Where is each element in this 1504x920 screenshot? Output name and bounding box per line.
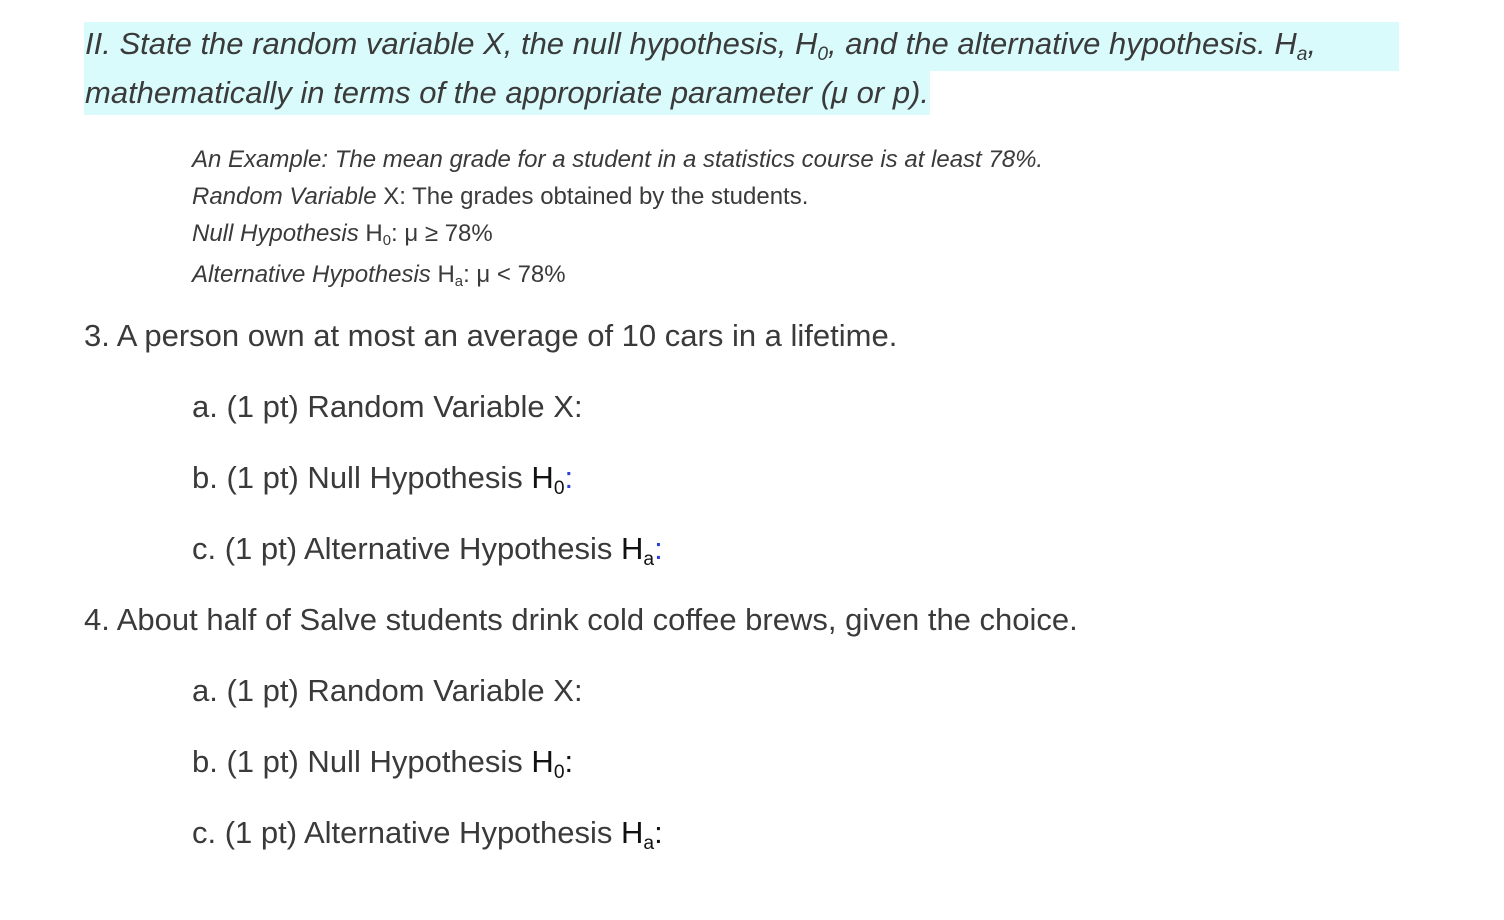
instructions-line-1 [84, 22, 1399, 71]
example-alt-value: : μ < 78% [463, 261, 566, 288]
h0-subscript: 0 [817, 44, 829, 66]
example-null-sub: 0 [382, 233, 392, 250]
example-alt-h: H [430, 261, 455, 288]
example-alt-sub: a [454, 274, 464, 291]
example-null-label: Null Hypothesis [192, 220, 359, 247]
question-3c [192, 529, 663, 574]
question-4c-colon: : [654, 815, 663, 850]
question-3c-sub: a [643, 549, 655, 571]
question-3b [192, 458, 573, 503]
example-rv-value: X: The grades obtained by the students. [376, 183, 809, 210]
instructions-text-b: , and the alternative hypothesis. H [828, 26, 1297, 61]
question-4b-text: b. (1 pt) Null Hypothesis [192, 744, 532, 779]
question-3c-colon: : [654, 531, 663, 566]
question-4c-h: H [621, 815, 644, 850]
question-4c [192, 813, 663, 858]
example-rv-label: Random Variable [192, 183, 377, 210]
question-3c-text: c. (1 pt) Alternative Hypothesis [192, 531, 622, 566]
example-alternative-hypothesis [192, 256, 1043, 297]
question-3b-sub: 0 [553, 478, 565, 500]
instructions-line-2: mathematically in terms of the appropriate parameter (μ or p). [84, 71, 930, 115]
question-3b-h: H [531, 460, 554, 495]
question-3-statement: 3. A person own at most an average of 10 cars in a lifetime. [84, 318, 898, 353]
instructions-text-c: , [1307, 26, 1317, 61]
question-4a: a. (1 pt) Random Variable X: [192, 673, 583, 708]
question-3b-colon: : [564, 460, 574, 495]
example-random-variable [192, 178, 1043, 215]
question-4b [192, 742, 573, 787]
question-4c-text: c. (1 pt) Alternative Hypothesis [192, 815, 622, 850]
example-null-hypothesis [192, 215, 1043, 256]
example-null-value: : μ ≥ 78% [391, 220, 493, 247]
question-4-statement: 4. About half of Salve students drink cold coffee brews, given the choice. [84, 602, 1078, 637]
question-3a: a. (1 pt) Random Variable X: [192, 389, 583, 424]
example-block [192, 141, 1043, 297]
question-4c-sub: a [643, 833, 655, 855]
question-4b-sub: 0 [553, 762, 565, 784]
question-4b-colon: : [564, 744, 574, 779]
example-statement: An Example: The mean grade for a student in a statistics course is at least 78%. [192, 146, 1044, 173]
example-null-h: H [358, 220, 383, 247]
ha-subscript: a [1296, 44, 1308, 66]
example-alt-label: Alternative Hypothesis [192, 261, 431, 288]
question-4b-h: H [531, 744, 554, 779]
instructions-heading [84, 22, 1404, 115]
question-3c-h: H [621, 531, 644, 566]
question-3b-text: b. (1 pt) Null Hypothesis [192, 460, 532, 495]
instructions-text-a: II. State the random variable X, the null hypothesis, H [85, 26, 818, 61]
